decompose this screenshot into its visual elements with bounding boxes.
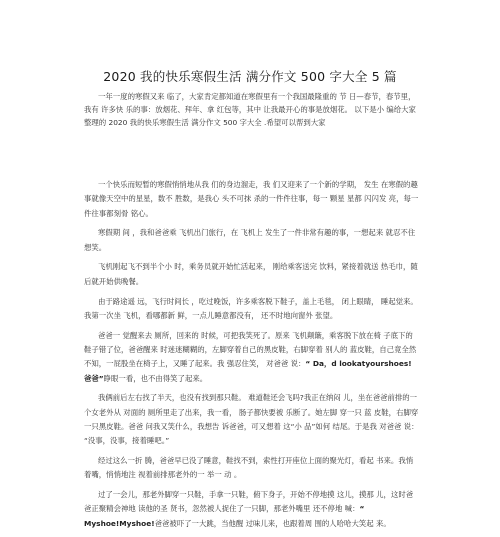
body-paragraph-2: 寒假期 间 ，我和爸爸乘 飞机出门旅行，在 飞机上 发生了一件非常有趣的事，一想起来 就忍不住想笑。 bbox=[84, 228, 416, 252]
body-paragraph-3: 飞机刚起飞不到半个小 时，乘务员就开始忙活起来， 刚给乘客送完 饮料，紧接着就送 热毛巾，随后就开始供晚餐。 bbox=[84, 262, 418, 286]
body-paragraph-1: 一个快乐而短暂的寒假悄悄地从我 们的身边溜走，我 们又迎来了一个新的学期， 发生 在寒假的趣事就像天空中的星星，数不 胜数，是我心 头不可抹 杀的一件件往事，每一 颗星 星都 闪闪发 亮，每一件往事都刻骨 铭心。 bbox=[84, 180, 419, 218]
english-quote: “ Da，d lookatyourshoes! 爸爸” bbox=[84, 359, 412, 383]
article-intro bbox=[84, 90, 420, 130]
body-paragraph-6: 我俩前后左右找了半天，也没有找到那只鞋。 难道鞋还会飞吗?我正在纳闷 儿，坐在爸爸前排的一个女老外从 对面的 厕所里走了出来，我一看， 肠子都快要被 乐断了。她左脚 穿一只 蓝 皮鞋，右脚穿一只黑皮鞋。爸爸 问我又笑什么，我想告 诉爸爸，可又想着 这“小 品”如何 结尾。于是我 对爸爸 说： “没事，没事，接着睡吧。” bbox=[84, 393, 419, 446]
paragraph-text: 过了一会儿，那老外脚穿一只鞋，手拿一只鞋，俯下身子，开始不停地摸 这儿，摸那 儿，这时爸爸正聚精会神地 读他的圣 贤书，忽然被人捉住了一只脚，那老外嘴里 还不停地 喊： bbox=[84, 490, 414, 514]
paragraph-text: 爸爸一 觉醒来去 厕所，回来的 时候，可把我笑死了。原来 飞机颠簸，乘客脱下放在椅 子底下的鞋子错了位，爸爸醒来 时迷迷糊糊的，左脚穿着自己的黑皮鞋，右脚穿着 别人的 蓝皮鞋，自己竟全然不知，一屁股坐在椅子上，又睡了起来。我 强忍住笑， 对爸爸 说： bbox=[84, 330, 417, 369]
paragraph-text-after: 睁眼一看，也不由得笑了起来。 bbox=[103, 373, 208, 383]
intro-paragraph: 一年一度的寒假又来 临了，大家肯定都知道在寒假里有一个我国最隆重的 节 日—春节，春节里，我有 许多快 乐的事：放烟花、拜年、拿 红包等，其中 让我最开心的事是放烟花。 以下是小 编给大家整理的 2020 我的快乐寒假生活 满分作文 500 字大全 .希望可以帮到大家 bbox=[84, 92, 416, 128]
english-quote: “ Myshoe!Myshoe! bbox=[84, 504, 365, 528]
article-body bbox=[84, 178, 420, 537]
body-paragraph-7: 经过这么一折 腾，爸爸早已没了睡意，鞋找不到，索性打开座位上面的聚光灯，看起 书来。我悄着嘴，悄悄地注 视着前排那老外的一 举一 动 。 bbox=[84, 456, 414, 480]
body-paragraph-4: 由于路途遥 远，飞行时间长 ，吃过晚饭，许多乘客脱下鞋子，盖上毛毯， 闭上眼睛， 睡起觉来。我第一次坐 飞机，看哪都新 鲜，一点儿睡意都没有， 还不时地向窗外 张望。 bbox=[84, 296, 418, 320]
body-paragraph-5 bbox=[84, 329, 420, 386]
paragraph-text-after: 爸爸被吓了一大跳，当他醒 过味儿来，也跟着周 围的人哈哈大笑起 来。 bbox=[154, 518, 391, 528]
body-paragraph-8 bbox=[84, 488, 420, 531]
article-title: 2020 我的快乐寒假生活 满分作文 500 字大全 5 篇 bbox=[103, 69, 397, 84]
